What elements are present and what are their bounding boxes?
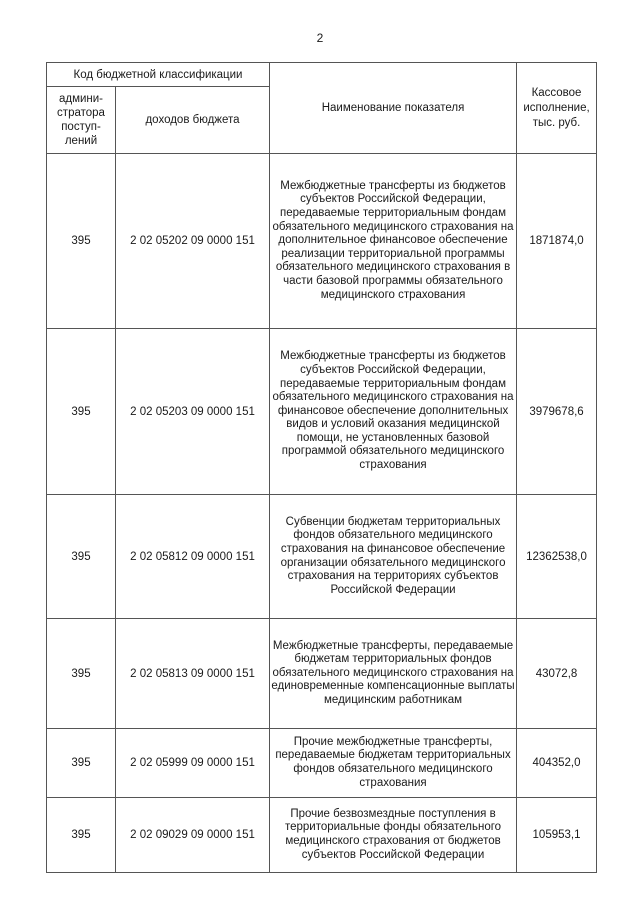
- page-number: 2: [316, 31, 324, 45]
- budget-table: [46, 62, 597, 873]
- admin-code-cell: 395: [47, 798, 116, 873]
- income-code-cell: 2 02 05203 09 0000 151: [116, 329, 270, 495]
- amount-cell: 105953,1: [517, 798, 597, 873]
- amount-cell: 12362538,0: [517, 495, 597, 619]
- indicator-name-cell: Субвенции бюджетам территориальных фондов обязательного медицинского страхования на финансовое обеспечение организации обязательного медицинского страхования на территориях субъектов Российской Федерации: [270, 495, 517, 619]
- income-code-cell: 2 02 05812 09 0000 151: [116, 495, 270, 619]
- income-code-cell: 2 02 05813 09 0000 151: [116, 619, 270, 729]
- income-code-cell: 2 02 05999 09 0000 151: [116, 729, 270, 798]
- table-row: [47, 495, 597, 619]
- indicator-name-cell: Межбюджетные трансферты из бюджетов субъектов Российской Федерации, передаваемые территориальным фондам обязательного медицинского страхования на финансовое обеспечение дополнительных видов и условий оказания медицинской помощи, не установленных базовой программой обязательного медицинского страхования: [270, 329, 517, 495]
- amount-cell: 1871874,0: [517, 154, 597, 329]
- header-classification-code: Код бюджетной классификации: [47, 63, 270, 87]
- income-code-cell: 2 02 05202 09 0000 151: [116, 154, 270, 329]
- table-header-row: [47, 63, 597, 87]
- header-income-code: доходов бюджета: [116, 87, 270, 154]
- admin-code-cell: 395: [47, 495, 116, 619]
- amount-cell: 43072,8: [517, 619, 597, 729]
- table-row: [47, 619, 597, 729]
- table-row: [47, 154, 597, 329]
- admin-code-cell: 395: [47, 154, 116, 329]
- income-code-cell: 2 02 09029 09 0000 151: [116, 798, 270, 873]
- table-row: [47, 329, 597, 495]
- header-administrator: админи- стратора поступ- лений: [47, 87, 116, 154]
- header-cash-execution-label: Кассовое исполнение, тыс. руб.: [523, 86, 590, 129]
- indicator-name-cell: Прочие безвозмездные поступления в территориальные фонды обязательного медицинского страхования от бюджетов субъектов Российской Федерации: [270, 798, 517, 873]
- admin-code-cell: 395: [47, 729, 116, 798]
- table-row: [47, 729, 597, 798]
- header-cash-execution: [517, 63, 597, 154]
- admin-code-cell: 395: [47, 329, 116, 495]
- amount-cell: 404352,0: [517, 729, 597, 798]
- amount-cell: 3979678,6: [517, 329, 597, 495]
- admin-code-cell: 395: [47, 619, 116, 729]
- indicator-name-cell: Межбюджетные трансферты из бюджетов субъектов Российской Федерации, передаваемые территориальным фондам обязательного медицинского страхования на дополнительное финансовое обеспечение реализации территориальной программы обязательного медицинского страхования в части базовой программы обязательного медицинского страхования: [270, 154, 517, 329]
- indicator-name-cell: Межбюджетные трансферты, передаваемые бюджетам территориальных фондов обязательного медицинского страхования на единовременные компенсационные выплаты медицинским работникам: [270, 619, 517, 729]
- indicator-name-cell: Прочие межбюджетные трансферты, передаваемые бюджетам территориальных фондов обязательного медицинского страхования: [270, 729, 517, 798]
- header-indicator-name: Наименование показателя: [270, 63, 517, 154]
- table-row: [47, 798, 597, 873]
